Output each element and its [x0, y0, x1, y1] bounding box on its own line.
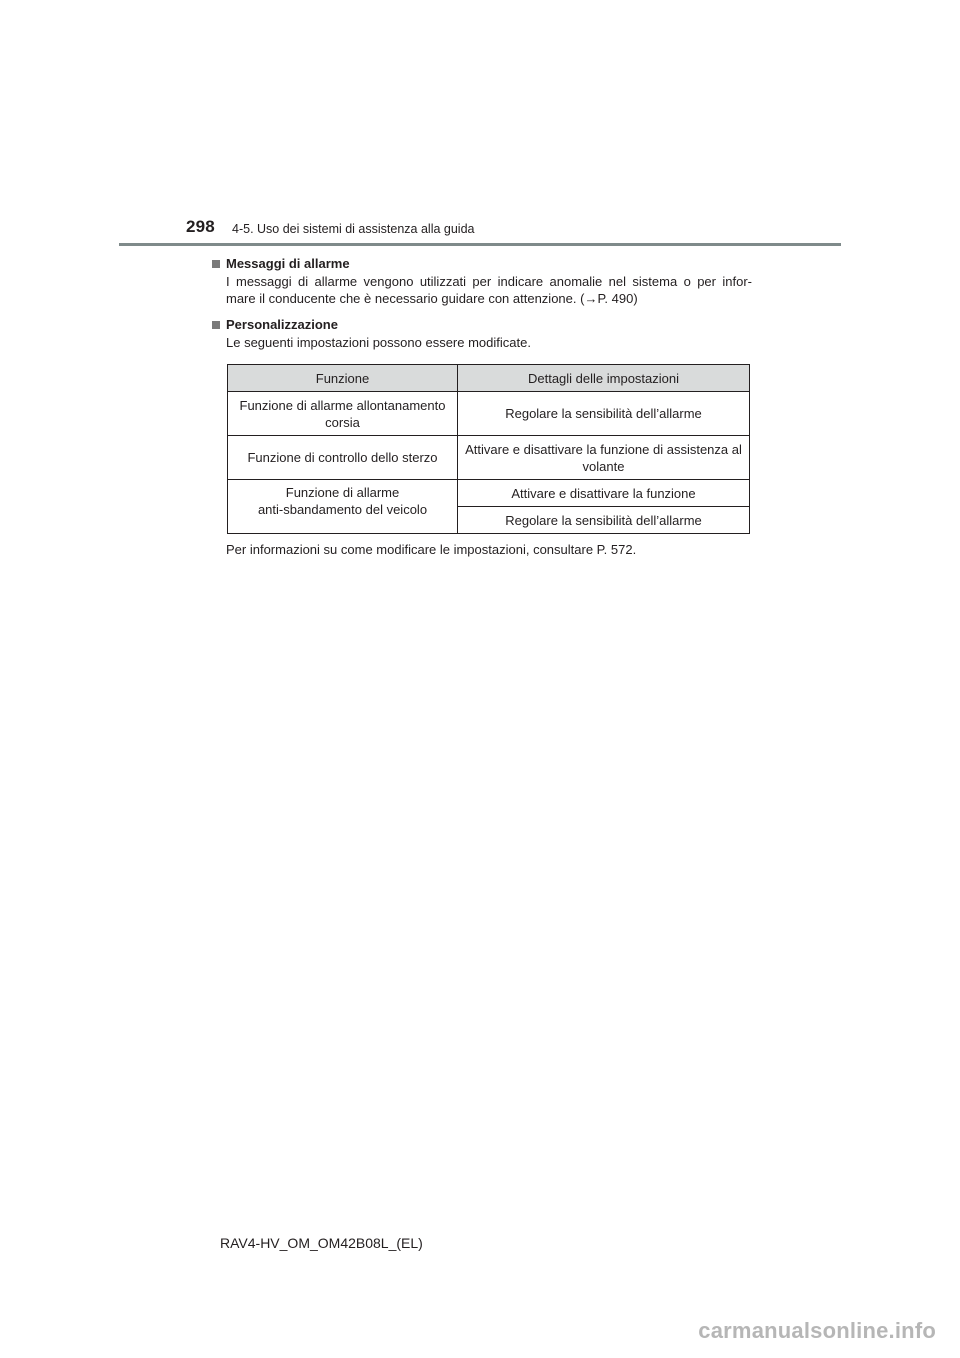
- function-cell: [228, 480, 458, 534]
- watermark: carmanualsonline.info: [698, 1318, 936, 1343]
- square-bullet-icon: [212, 260, 220, 268]
- document-code: RAV4-HV_OM_OM42B08L_(EL): [220, 1235, 423, 1251]
- body-line: mare il conducente che è necessario guidare con attenzione. (→P. 490): [226, 291, 638, 306]
- body-line: I messaggi di allarme vengono utilizzati per indicare anomalie nel sistema o per infor-: [226, 273, 752, 289]
- section-messaggi-allarme: [212, 255, 752, 308]
- table-header-row: [228, 365, 750, 392]
- table-header-cell: Dettagli delle impostazioni: [458, 365, 750, 392]
- page-number: 298: [186, 217, 215, 236]
- section-personalizzazione: [212, 316, 752, 351]
- footer-note: Per informazioni su come modificare le impostazioni, consultare P. 572.: [226, 542, 637, 557]
- detail-cell: Regolare la sensibilità dell’allarme: [458, 392, 750, 436]
- body-line: Le seguenti impostazioni possono essere modificate.: [226, 334, 531, 350]
- table-row: [228, 436, 750, 480]
- function-line: Funzione di allarme: [285, 485, 400, 500]
- detail-cell: Attivare e disattivare la funzione: [458, 480, 750, 507]
- square-bullet-icon: [212, 321, 220, 329]
- detail-cell: Regolare la sensibilità dell’allarme: [458, 507, 750, 534]
- detail-cell: Attivare e disattivare la funzione di assistenza al volante: [458, 436, 750, 480]
- settings-table: [227, 364, 750, 534]
- table-row: [228, 392, 750, 436]
- table-header-cell: Funzione: [228, 365, 458, 392]
- function-cell: Funzione di allarme allontanamento corsia: [228, 392, 458, 436]
- section-heading: Messaggi di allarme: [226, 256, 350, 271]
- function-line: anti-sbandamento del veicolo: [257, 502, 428, 517]
- section-heading: Personalizzazione: [226, 317, 338, 332]
- table-row: [228, 480, 750, 507]
- function-cell: Funzione di controllo dello sterzo: [228, 436, 458, 480]
- section-title: 4-5. Uso dei sistemi di assistenza alla guida: [232, 222, 475, 236]
- header-divider: [119, 243, 841, 246]
